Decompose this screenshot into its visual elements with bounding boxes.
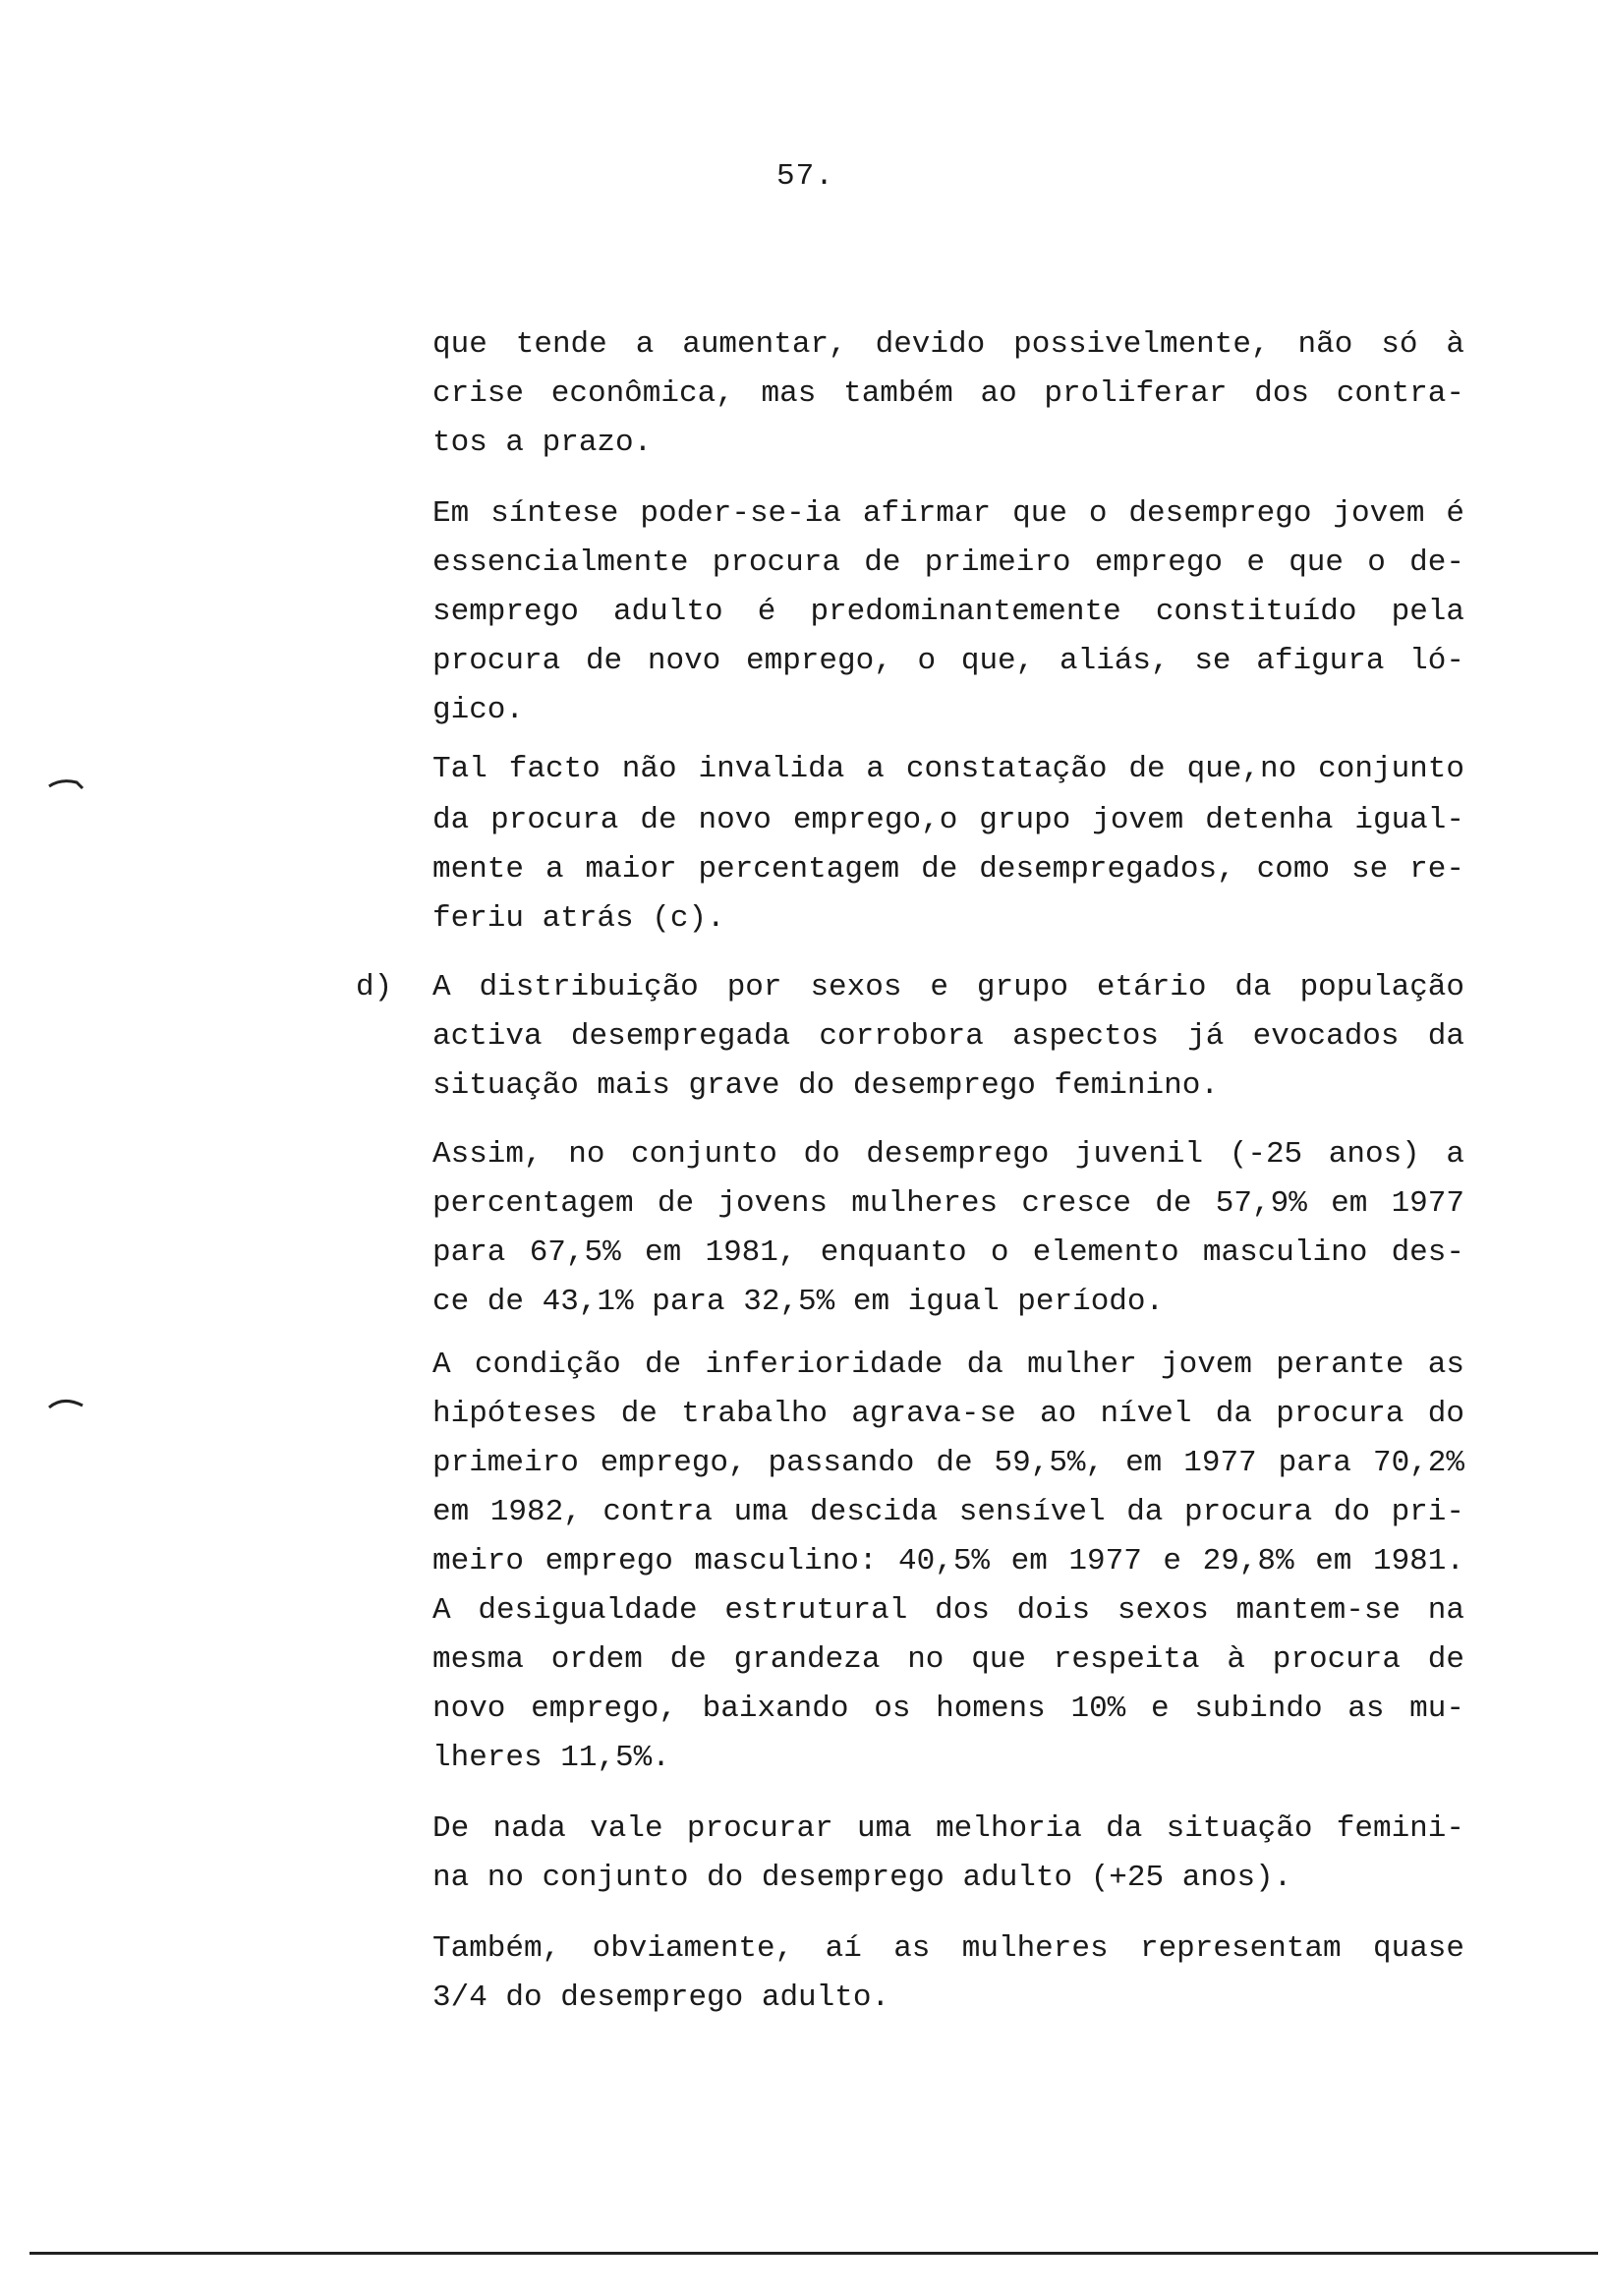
paragraph-line: A condição de inferioridade da mulher jovem perante as: [432, 1348, 1464, 1382]
paragraph-line: feriu atrás (c).: [432, 901, 725, 936]
paragraph-line: procura de novo emprego, o que, aliás, se afigura ló-: [432, 644, 1464, 678]
paragraph-line: meiro emprego masculino: 40,5% em 1977 e 29,8% em 1981.: [432, 1544, 1464, 1578]
paragraph-line: ce de 43,1% para 32,5% em igual período.: [432, 1285, 1165, 1319]
paragraph-line: situação mais grave do desemprego feminino.: [432, 1068, 1219, 1103]
margin-mark: [47, 1394, 86, 1413]
paragraph-line: da procura de novo emprego,o grupo jovem detenha igual-: [432, 803, 1464, 837]
paragraph-line: semprego adulto é predominantemente constituído pela: [432, 595, 1464, 629]
paragraph-line: Em síntese poder-se-ia afirmar que o desemprego jovem é: [432, 496, 1464, 531]
footer-rule: [29, 2252, 1598, 2255]
paragraph-line: activa desempregada corrobora aspectos já evocados da: [432, 1019, 1464, 1054]
page-number: 57.: [776, 159, 834, 194]
paragraph-line: A distribuição por sexos e grupo etário da população: [432, 970, 1464, 1004]
paragraph-line: tos a prazo.: [432, 426, 653, 460]
paragraph-line: mesma ordem de grandeza no que respeita à procura de: [432, 1642, 1464, 1677]
paragraph-line: gico.: [432, 693, 525, 727]
paragraph-line: 3/4 do desemprego adulto.: [432, 1980, 890, 2015]
paragraph-line: mente a maior percentagem de desempregados, como se re-: [432, 852, 1464, 887]
paragraph-line: em 1982, contra uma descida sensível da procura do pri-: [432, 1495, 1464, 1529]
paragraph-line: hipóteses de trabalho agrava-se ao nível da procura do: [432, 1397, 1464, 1431]
paragraph-line: De nada vale procurar uma melhoria da situação femini-: [432, 1811, 1464, 1846]
paragraph-line: percentagem de jovens mulheres cresce de 57,9% em 1977: [432, 1186, 1464, 1221]
paragraph-line: Também, obviamente, aí as mulheres representam quase: [432, 1931, 1464, 1966]
paragraph-line: que tende a aumentar, devido possivelmente, não só à: [432, 327, 1464, 362]
paragraph-line: lheres 11,5%.: [432, 1741, 670, 1775]
paragraph-line: crise econômica, mas também ao proliferar dos contra-: [432, 376, 1464, 411]
item-marker: d): [356, 970, 393, 1004]
paragraph-line: A desigualdade estrutural dos dois sexos mantem-se na: [432, 1593, 1464, 1628]
margin-mark: [47, 775, 86, 794]
paragraph-line: para 67,5% em 1981, enquanto o elemento masculino des-: [432, 1235, 1464, 1270]
paragraph-line: primeiro emprego, passando de 59,5%, em 1977 para 70,2%: [432, 1446, 1464, 1480]
paragraph-line: essencialmente procura de primeiro emprego e que o de-: [432, 545, 1464, 580]
paragraph-line: Assim, no conjunto do desemprego juvenil (-25 anos) a: [432, 1137, 1464, 1172]
paragraph-line: novo emprego, baixando os homens 10% e subindo as mu-: [432, 1692, 1464, 1726]
paragraph-line: na no conjunto do desemprego adulto (+25 anos).: [432, 1861, 1292, 1895]
paragraph-line: Tal facto não invalida a constatação de que,no conjunto: [432, 752, 1464, 786]
